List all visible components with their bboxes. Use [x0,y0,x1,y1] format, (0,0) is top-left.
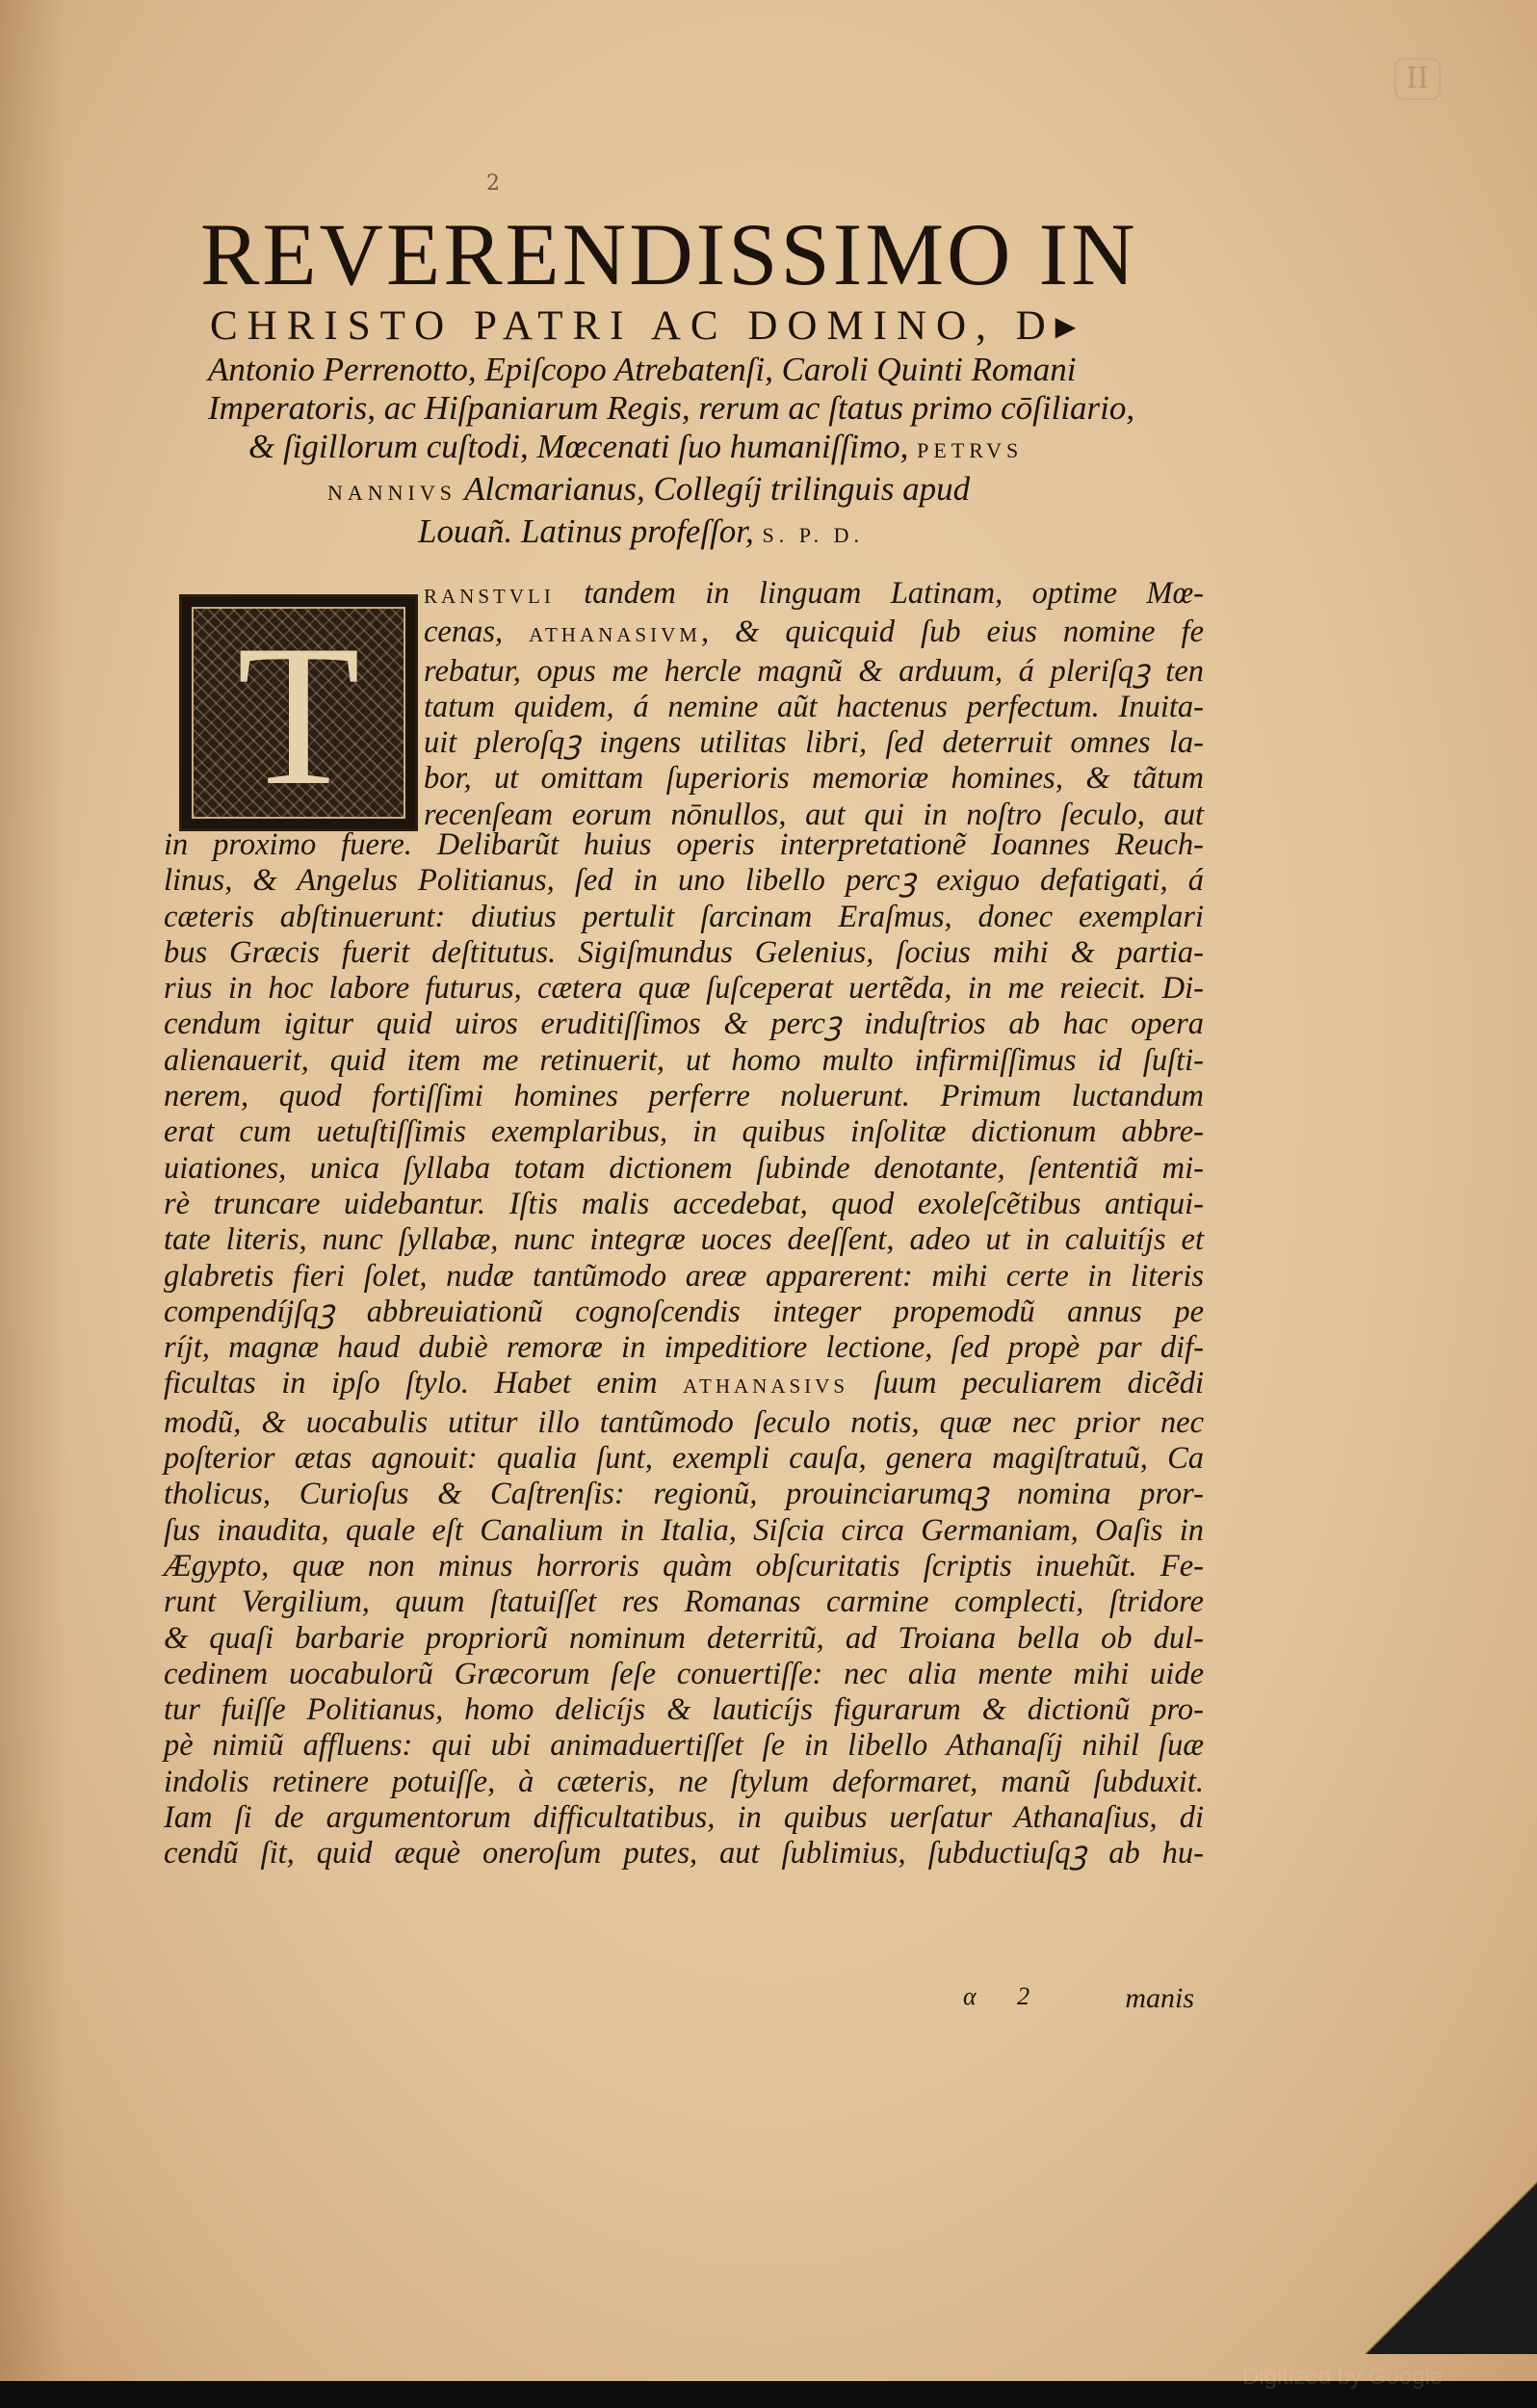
author-name-last: NANNIVS [327,481,456,505]
body-line: poſterior ætas agnouit: qualia ſunt, exempli cauſa, genera magiſtratuũ, Ca [164,1441,1204,1477]
drop-cap-initial [179,594,418,831]
body-line: recenſeam eorum nōnullos, aut qui in noſtro ſeculo, aut [424,797,1204,832]
body-line: cæteris abſtinuerunt: diutius pertulit ſarcinam Eraſmus, donec exemplari [164,899,1204,934]
dedication-line-2: Imperatoris, ac Hiſpaniarum Regis, rerum ac ſtatus primo cōſiliario, [208,389,1135,427]
body-line: tur fuiſſe Politianus, homo delicíjs & lauticíjs figurarum & dictionũ pro- [164,1692,1204,1728]
body-line: cedinem uocabulorũ Græcorum ſeſe conuertiſſe: nec alia mente mihi uide [164,1656,1204,1691]
body-line: cendũ ſit, quid æquè oneroſum putes, aut ſublimius, ſubductiuſqꝫ ab hu- [164,1836,1204,1871]
drop-cap-letter: T [236,604,361,827]
signature-mark: α 2 [963,1982,1048,2010]
body-line: nerem, quod fortiſſimi homines perferre noluerunt. Primum luctandum [164,1079,1204,1114]
body-line: in proximo fuere. Delibarũt huius operis interpretationẽ Ioannes Reuch- [164,827,1204,862]
body-line: bus Græcis fuerit deſtitutus. Sigiſmundus Gelenius, ſocius mihi & partia- [164,934,1204,970]
body-line: uit pleroſqꝫ ingens utilitas libri, ſed deterruit omnes la- [424,725,1204,761]
body-line: rè truncare uidebantur. Iſtis malis accedebat, quod exoleſcẽtibus antiqui- [164,1186,1204,1221]
dedication-line-1: Antonio Perrenotto, Epiſcopo Atrebatenſi, Caroli Quinti Romani [208,351,1077,388]
body-line: pè nimiũ affluens: qui ubi animaduertiſſet ſe in libello Athanaſíj nihil ſuæ [164,1728,1204,1764]
dedication-line-4-text: Alcmarianus, Collegíj trilinguis apud [464,470,971,508]
body-line: erat cum uetuſtiſſimis exemplaribus, in quibus inſolitæ dictionum abbre- [164,1114,1204,1150]
body-line: runt Vergilium, quum ſtatuiſſet res Romanas carmine complecti, ſtridore [164,1584,1204,1620]
body-text-beside-initial [424,576,1204,833]
catchword: manis [1125,1982,1194,2014]
top-mark: 2 [486,171,500,196]
body-line [424,615,1204,653]
line-text: cenas, [424,615,530,650]
small-caps-word: ATHANASIVM [529,623,701,647]
body-line [424,576,1204,615]
body-line: Iam ſi de argumentorum difficultatibus, in quibus uerſatur Athanaſius, di [164,1800,1204,1836]
body-line: ficultas in ipſo ſtylo. Habet enim ATHANASIVS ſuum peculiarem dicẽdi [164,1366,1204,1401]
body-line: ríjt, magnæ haud dubiè remoræ in impeditiore lectione, ſed propè par dif- [164,1330,1204,1366]
dedication-line-4 [327,470,1202,512]
body-line: compendíjſqꝫ abbreuiationũ cognoſcendis integer propemodũ annus pe [164,1294,1204,1329]
line-text: tandem in linguam Latinam, optime Mœ- [554,576,1204,611]
dedication-line-3-text: & ſigillorum cuſtodi, Mœcenati ſuo humaniſſimo, [248,428,909,465]
body-text-main [164,827,1204,1872]
body-line: & quaſi barbarie propriorũ nominum deterritũ, ad Troiana bella ob dul- [164,1620,1204,1656]
dedication-line-5 [418,512,1202,555]
body-line: rius in hoc labore futurus, cætera quæ ſuſceperat uertẽda, in me reiecit. Di- [164,971,1204,1007]
drop-cap-ornament [192,604,405,827]
body-line: ſus inaudita, quale eſt Canalium in Italia, Siſcia circa Germaniam, Oaſis in [164,1512,1204,1548]
body-line: glabretis fieri ſolet, nudæ tantũmodo areæ apparerent: mihi certe in literis [164,1258,1204,1294]
dedication-line-5-text: Louañ. Latinus profeſſor, [418,512,754,550]
body-line: cendum igitur quid uiros eruditiſſimos & percꝫ induſtrios ab hac opera [164,1007,1204,1042]
folio-number: II [1394,58,1441,100]
author-name-first: PETRVS [917,438,1024,462]
small-caps-word: RANSTVLI [424,585,555,608]
body-line: alienauerit, quid item me retinuerit, ut homo multo infirmiſſimus id ſuſti- [164,1042,1204,1078]
body-line: bor, ut omittam ſuperioris memoriæ homines, & tãtum [424,761,1204,797]
body-line: tholicus, Curioſus & Caſtrenſis: regionũ, prouinciarumqꝫ nomina pror- [164,1477,1204,1512]
dedication-heading [162,206,1202,555]
page-footer [963,1982,1194,2015]
body-line: linus, & Angelus Politianus, ſed in uno libello percꝫ exiguo defatigati, á [164,863,1204,899]
body-line: modũ, & uocabulis utitur illo tantũmodo ſeculo notis, quæ nec prior nec [164,1404,1204,1440]
body-line: indolis retinere potuiſſe, à cæteris, ne ſtylum deformaret, manũ ſubduxit. [164,1764,1204,1799]
body-line: tatum quidem, á nemine aũt hactenus perfectum. Inuita- [424,689,1204,724]
body-line: tate literis, nunc ſyllabæ, nunc integræ uoces deeſſent, adeo ut in caluitíjs et [164,1222,1204,1258]
title-line-1: REVERENDISSIMO IN [200,205,1138,303]
dedication-line-3 [248,428,1202,470]
title-line-2: CHRISTO PATRI AC DOMINO, D▸ [210,303,1086,349]
salutation: S. P. D. [762,523,864,547]
body-line: Ægypto, quæ non minus horroris quàm obſcuritatis ſcriptis inuehũt. Fe- [164,1548,1204,1584]
line-text: , & quicquid ſub eius nomine fe [700,615,1204,650]
body-line: uiationes, unica ſyllaba totam dictionem ſubinde denotante, ſententiã mi- [164,1150,1204,1186]
page-corner-shadow [1344,2161,1537,2354]
scan-watermark: Digitized by Google [1242,2364,1444,2390]
small-caps-word: ATHANASIVS [683,1374,849,1399]
body-line: rebatur, opus me hercle magnũ & arduum, á pleriſqꝫ ten [424,653,1204,689]
